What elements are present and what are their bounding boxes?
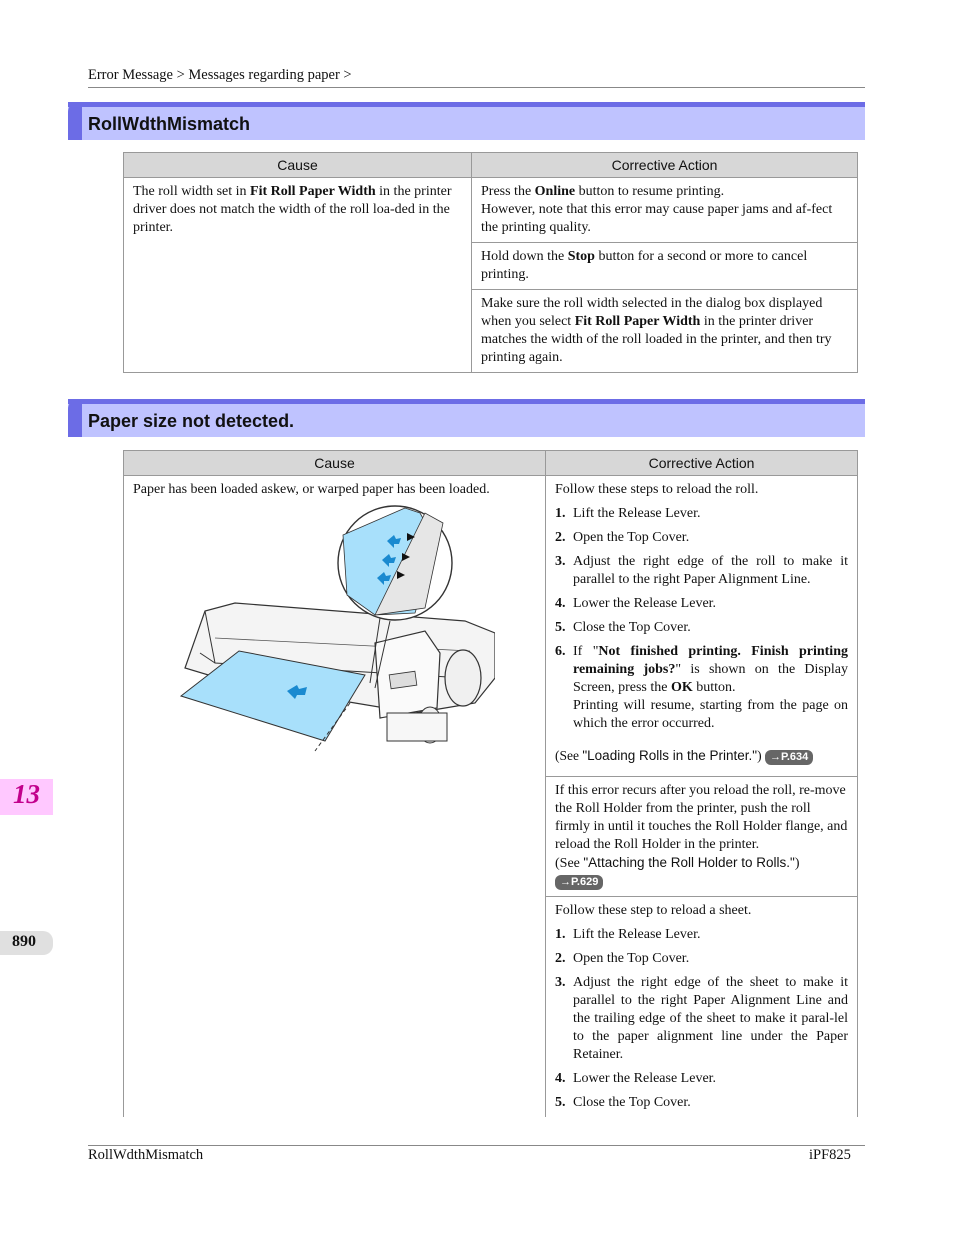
cause-cell: The roll width set in Fit Roll Paper Width in the printer driver does not match the width of the roll loa-ded in the printer.: [124, 178, 472, 373]
roll-intro: Follow these steps to reload the roll.: [555, 482, 759, 497]
page-ref-badge[interactable]: →P.634: [765, 750, 813, 765]
footer-rule: [88, 1145, 865, 1146]
sheet-intro: Follow these step to reload a sheet.: [555, 903, 752, 918]
list-item: 6. If "Not finished printing. Finish printing remaining jobs?" is shown on the Display Screen, press the OK button. Printing will resume, starting from the page on which the error occurred.: [555, 644, 848, 731]
see-reference-roll-holder: (See "Attaching the Roll Holder to Rolls.") →P.629: [555, 855, 800, 888]
header-rule: [88, 87, 865, 88]
action-header: Corrective Action: [472, 153, 858, 178]
breadcrumb: Error Message > Messages regarding paper >: [88, 67, 352, 83]
cause-cell: [124, 476, 546, 1118]
list-item: 3. Adjust the right edge of the roll to make it parallel to the right Paper Alignment Line.: [555, 554, 848, 587]
printer-illustration: [175, 503, 495, 755]
list-item: 3. Adjust the right edge of the sheet to make it parallel to the right Paper Alignment Line and the trailing edge of the sheet to make it paral-lel to the paper alignment line under the Paper Retainer.: [555, 975, 848, 1062]
list-item: 2. Open the Top Cover.: [555, 951, 690, 966]
footer-model: iPF825: [809, 1147, 851, 1163]
section-header-accent: [68, 399, 82, 437]
action-cell-roll-width: Make sure the roll width selected in the dialog box displayed when you select Fit Roll Paper Width in the printer driver matches the width of the roll loaded in the printer, and then try printing again.: [472, 290, 858, 373]
section-header-accent: [68, 102, 82, 140]
list-item: 2. Open the Top Cover.: [555, 530, 690, 545]
section-title: Paper size not detected.: [88, 411, 295, 431]
section-header-rollwdthmismatch: [68, 102, 865, 140]
rollwdth-table: [123, 152, 858, 373]
link-loading-rolls[interactable]: "Loading Rolls in the Printer.": [582, 748, 758, 763]
roll-steps: [555, 505, 848, 733]
chapter-tab: 13: [0, 779, 53, 815]
list-item: 1. Lift the Release Lever.: [555, 506, 701, 521]
link-attaching-roll-holder[interactable]: "Attaching the Roll Holder to Rolls.": [583, 855, 795, 870]
page-number-tab: 890: [0, 931, 53, 955]
list-item: 1. Lift the Release Lever.: [555, 927, 701, 942]
section-header-paper-size: [68, 399, 865, 437]
list-item: 4. Lower the Release Lever.: [555, 1071, 717, 1086]
action-header: Corrective Action: [546, 451, 858, 476]
list-item: 5. Close the Top Cover.: [555, 1095, 691, 1110]
action-cell-recur: If this error recurs after you reload the roll, re-move the Roll Holder from the printer, push the roll firmly in until it touches the Roll Holder flange, and reload the Roll Holder in the printer. (See "Attaching the Roll Holder to Rolls.") →P.629: [546, 777, 858, 897]
footer-title: RollWdthMismatch: [88, 1147, 204, 1163]
action-cell-online: Press the Online button to resume printing. However, note that this error may cause paper jams and af-fect the printing quality.: [472, 178, 858, 243]
action-cell-reload-roll: [546, 476, 858, 777]
action-cell-stop: Hold down the Stop button for a second or more to cancel printing.: [472, 243, 858, 290]
sheet-steps: [555, 926, 848, 1112]
cause-header: Cause: [124, 451, 546, 476]
action-cell-reload-sheet: [546, 897, 858, 1118]
page-ref-badge[interactable]: →P.629: [555, 875, 603, 890]
paper-size-table: [123, 450, 858, 1117]
list-item: 4. Lower the Release Lever.: [555, 596, 717, 611]
cause-header: Cause: [124, 153, 472, 178]
see-reference-loading-rolls: (See "Loading Rolls in the Printer.") →P.634: [555, 747, 848, 765]
section-title: RollWdthMismatch: [88, 114, 250, 134]
cause-text: Paper has been loaded askew, or warped paper has been loaded.: [133, 482, 490, 497]
list-item: 5. Close the Top Cover.: [555, 620, 691, 635]
